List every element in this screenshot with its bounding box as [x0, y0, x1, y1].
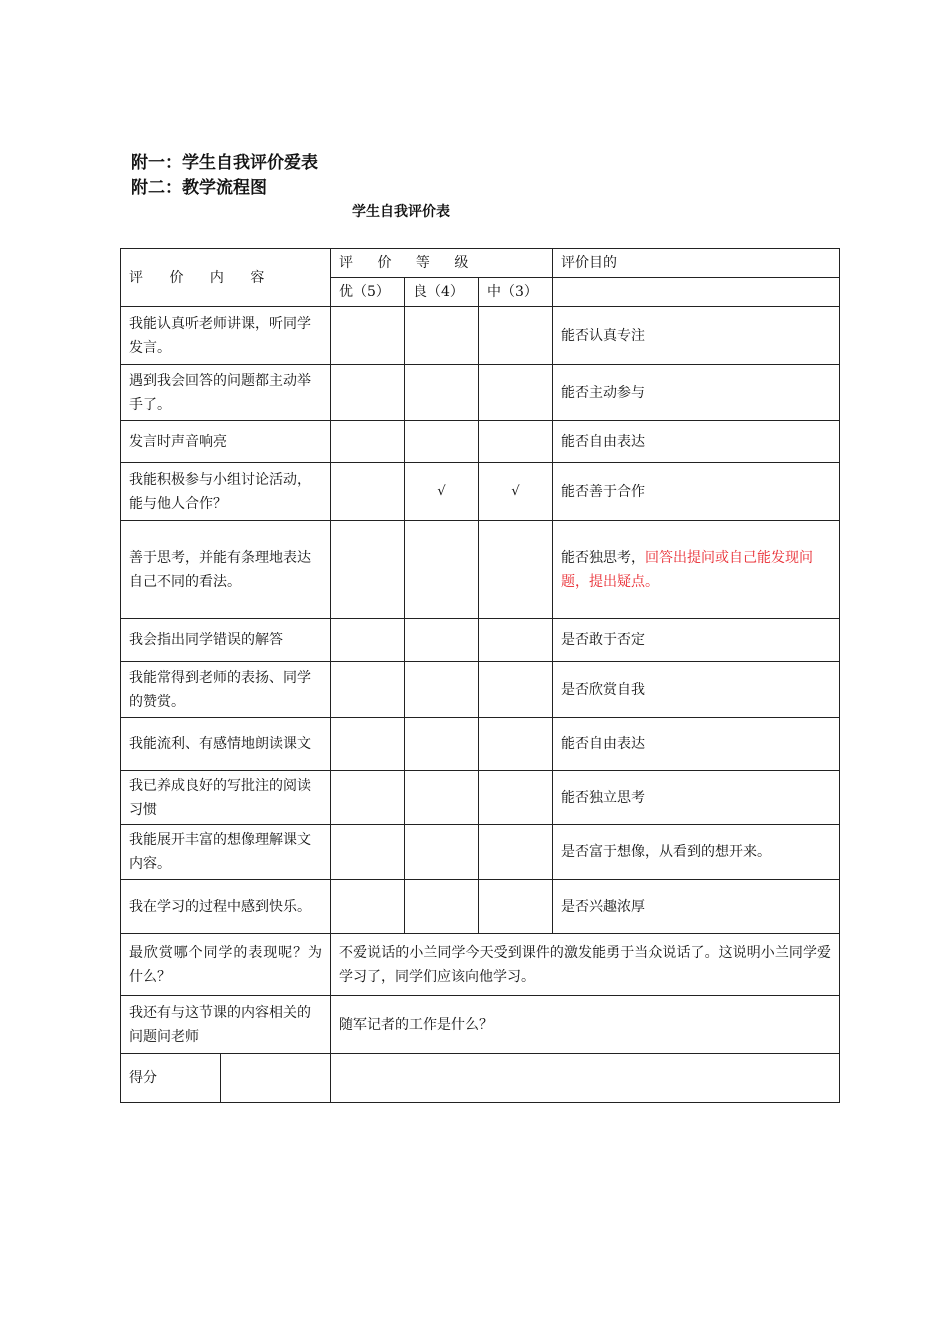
- table-title: 学生自我评价表: [352, 204, 450, 220]
- row-purpose-text: 能否独思考，: [561, 549, 646, 566]
- row-purpose: [553, 718, 840, 771]
- row-purpose: [553, 619, 840, 662]
- header-grade-good: 良（4）: [405, 278, 479, 307]
- table-row: [121, 307, 840, 365]
- row-good: [405, 521, 479, 619]
- row-good: [405, 365, 479, 421]
- ask-question: 我还有与这节课的内容相关的问题问老师: [121, 996, 331, 1054]
- row-excellent: [331, 521, 405, 619]
- row-purpose-text: 是否富于想像，从看到的想开来。: [561, 844, 772, 860]
- row-purpose: [553, 521, 840, 619]
- table-row: [121, 880, 840, 934]
- score-note: [331, 1054, 840, 1103]
- row-good: √: [405, 463, 479, 521]
- row-excellent: [331, 825, 405, 880]
- row-purpose-text: 能否主动参与: [561, 384, 646, 401]
- table-row: [121, 771, 840, 825]
- row-purpose: [553, 365, 840, 421]
- table-row: [121, 521, 840, 619]
- appreciate-row: [121, 934, 840, 996]
- row-content: 我能认真听老师讲课，听同学发言。: [121, 307, 331, 365]
- row-good: [405, 825, 479, 880]
- row-medium: [479, 521, 553, 619]
- row-excellent: [331, 421, 405, 463]
- row-purpose-text: 能否自由表达: [561, 736, 646, 752]
- row-good: [405, 421, 479, 463]
- row-purpose-text: 是否兴趣浓厚: [561, 898, 646, 915]
- row-purpose-text: 是否欣赏自我: [561, 681, 646, 698]
- row-excellent: [331, 662, 405, 718]
- score-row: [121, 1054, 840, 1103]
- score-value[interactable]: [221, 1054, 331, 1103]
- table-row: [121, 463, 840, 521]
- row-excellent: [331, 307, 405, 365]
- score-label: 得分: [121, 1054, 221, 1103]
- row-good: [405, 771, 479, 825]
- row-good: [405, 307, 479, 365]
- row-medium: [479, 421, 553, 463]
- row-purpose-highlight: 回答出提问或自己能发现问题，提出疑点。: [561, 549, 814, 590]
- row-good: [405, 619, 479, 662]
- row-content: 我已养成良好的写批注的阅读习惯: [121, 771, 331, 825]
- row-purpose-text: 能否独立思考: [561, 789, 646, 806]
- ask-answer: 随军记者的工作是什么？: [331, 996, 840, 1054]
- row-purpose: [553, 307, 840, 365]
- row-purpose: [553, 662, 840, 718]
- row-content: 我能常得到老师的表扬、同学的赞赏。: [121, 662, 331, 718]
- row-medium: [479, 365, 553, 421]
- table-row: [121, 662, 840, 718]
- self-evaluation-table: [120, 248, 840, 1103]
- row-purpose: [553, 825, 840, 880]
- table-row: [121, 619, 840, 662]
- row-good: [405, 880, 479, 934]
- header-row: [121, 249, 840, 278]
- heading-appendix-2: 附二：教学流程图: [131, 178, 267, 198]
- row-medium: [479, 825, 553, 880]
- row-excellent: [331, 880, 405, 934]
- header-grade-medium: 中（3）: [479, 278, 553, 307]
- appreciate-answer: 不爱说话的小兰同学今天受到课件的激发能勇于当众说话了。这说明小兰同学爱学习了，同学们应该向他学习。: [331, 934, 840, 996]
- row-excellent: [331, 718, 405, 771]
- row-excellent: [331, 365, 405, 421]
- row-purpose: [553, 771, 840, 825]
- row-medium: [479, 619, 553, 662]
- row-good: [405, 718, 479, 771]
- row-purpose-text: 能否自由表达: [561, 433, 646, 450]
- row-purpose: [553, 880, 840, 934]
- table-row: [121, 825, 840, 880]
- row-excellent: [331, 771, 405, 825]
- row-excellent: [331, 619, 405, 662]
- row-medium: [479, 662, 553, 718]
- row-content: 善于思考，并能有条理地表达自己不同的看法。: [121, 521, 331, 619]
- table-row: [121, 421, 840, 463]
- ask-row: [121, 996, 840, 1054]
- row-medium: √: [479, 463, 553, 521]
- row-content: 遇到我会回答的问题都主动举手了。: [121, 365, 331, 421]
- row-purpose: [553, 463, 840, 521]
- appreciate-question: 最欣赏哪个同学的表现呢？为什么？: [121, 934, 331, 996]
- row-medium: [479, 880, 553, 934]
- row-medium: [479, 771, 553, 825]
- row-excellent: [331, 463, 405, 521]
- row-medium: [479, 307, 553, 365]
- row-content: 我能积极参与小组讨论活动，能与他人合作？: [121, 463, 331, 521]
- header-grade: 评 价 等 级: [331, 249, 553, 278]
- row-content: 我会指出同学错误的解答: [121, 619, 331, 662]
- table-row: [121, 365, 840, 421]
- header-content: 评 价 内 容: [121, 249, 331, 307]
- row-purpose-text: 是否敢于否定: [561, 632, 646, 648]
- header-grade-excellent: 优（5）: [331, 278, 405, 307]
- header-purpose: 评价目的: [553, 249, 840, 278]
- row-medium: [479, 718, 553, 771]
- header-purpose-blank: [553, 278, 840, 307]
- heading-appendix-1: 附一：学生自我评价爱表: [131, 153, 318, 173]
- row-purpose-text: 能否认真专注: [561, 327, 646, 344]
- row-purpose: [553, 421, 840, 463]
- row-content: 我在学习的过程中感到快乐。: [121, 880, 331, 934]
- row-content: 我能流利、有感情地朗读课文: [121, 718, 331, 771]
- row-content: 我能展开丰富的想像理解课文内容。: [121, 825, 331, 880]
- row-content: 发言时声音响亮: [121, 421, 331, 463]
- table-row: [121, 718, 840, 771]
- row-good: [405, 662, 479, 718]
- row-purpose-text: 能否善于合作: [561, 483, 646, 500]
